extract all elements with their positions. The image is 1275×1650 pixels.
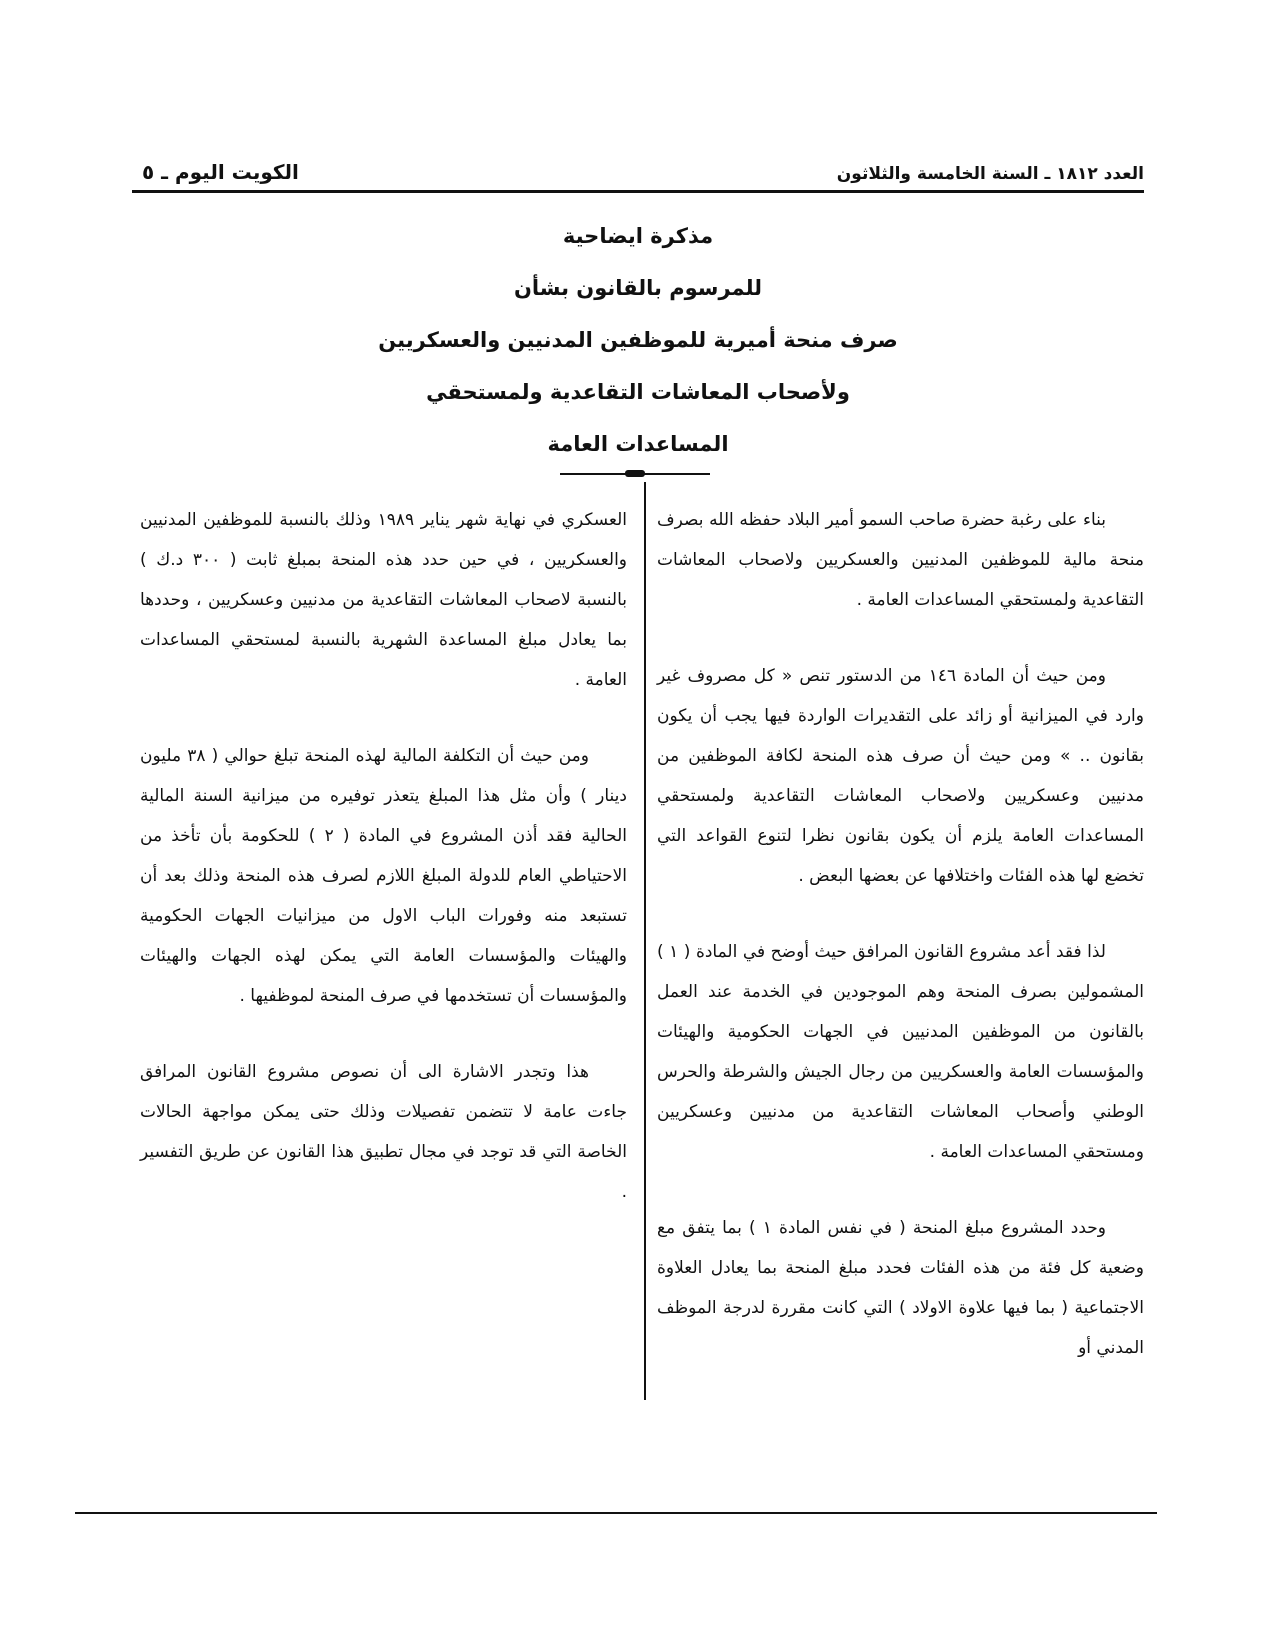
document-subtitle: للمرسوم بالقانون بشأن bbox=[513, 276, 763, 300]
document-subtitle: المساعدات العامة bbox=[547, 432, 729, 456]
paragraph: بناء على رغبة حضرة صاحب السمو أمير البلاد حفظه الله بصرف منحة مالية للموظفين المدنيين والعسكريين ولاصحاب المعاشات التقاعدية ولمستحقي المساعدات العامة . bbox=[657, 510, 1144, 610]
paragraph: ومن حيث أن المادة ١٤٦ من الدستور تنص « كل مصروف غير وارد في الميزانية أو زائد على التقديرات الواردة فيها يجب أن يكون بقانون .. » ومن حيث أن صرف هذه المنحة لكافة الموظفين من مدنيين وعسكريين ولاصحاب المعاشات التقاعدية ولمستحقي المساعدات العامة يلزم أن يكون بقانون نظرا لتنوع القواعد التي تخضع لها هذه الفئات واختلافها عن بعضها البعض . bbox=[657, 666, 1144, 886]
text-column-right bbox=[657, 500, 1144, 1404]
footer-rule bbox=[75, 1512, 1157, 1514]
paragraph: ومن حيث أن التكلفة المالية لهذه المنحة تبلغ حوالي ( ٣٨ مليون دينار ) وأن مثل هذا المبلغ يتعذر توفيره من ميزانية السنة المالية الحالية فقد أذن المشروع في المادة ( ٢ ) للحكومة بأن تأخذ من الاحتياطي العام للدولة المبلغ اللازم لصرف هذه المنحة وذلك بعد أن تستبعد منه وفورات الباب الاول من ميزانيات الجهات الحكومية والهيئات والمؤسسات العامة التي يمكن لهذه الجهات والهيئات والمؤسسات أن تستخدمها في صرف المنحة لموظفيها . bbox=[140, 746, 627, 1006]
text-column-left bbox=[140, 500, 627, 1248]
document-title-block bbox=[132, 210, 1144, 470]
document-title: مذكرة ايضاحية bbox=[562, 224, 714, 248]
page-label: الكويت اليوم ـ ٥ bbox=[142, 160, 299, 184]
document-subtitle: ولأصحاب المعاشات التقاعدية ولمستحقي bbox=[426, 380, 850, 404]
paragraph: لذا فقد أعد مشروع القانون المرافق حيث أوضح في المادة ( ١ ) المشمولين بصرف المنحة وهم الموجودين في الخدمة عند العمل بالقانون من الموظفين المدنيين في الجهات الحكومية والهيئات والمؤسسات العامة والعسكريين من رجال الجيش والشرطة والحرس الوطني وأصحاب المعاشات التقاعدية من مدنيين وعسكريين ومستحقي المساعدات العامة . bbox=[657, 942, 1144, 1162]
issue-info: العدد ١٨١٢ ـ السنة الخامسة والثلاثون bbox=[836, 164, 1144, 184]
column-divider bbox=[644, 482, 646, 1400]
title-separator bbox=[560, 473, 710, 475]
paragraph: هذا وتجدر الاشارة الى أن نصوص مشروع القانون المرافق جاءت عامة لا تتضمن تفصيلات وذلك حتى يمكن مواجهة الحالات الخاصة التي قد توجد في مجال تطبيق هذا القانون عن طريق التفسير . bbox=[140, 1062, 627, 1202]
paragraph: العسكري في نهاية شهر يناير ١٩٨٩ وذلك بالنسبة للموظفين المدنيين والعسكريين ، في حين حدد هذه المنحة بمبلغ ثابت ( ٣٠٠ د.ك ) بالنسبة لاصحاب المعاشات التقاعدية من مدنيين وعسكريين ، وحددها بما يعادل مبلغ المساعدة الشهرية بالنسبة لمستحقي المساعدات العامة . bbox=[140, 510, 627, 690]
page-header bbox=[132, 150, 1144, 193]
document-subtitle: صرف منحة أميرية للموظفين المدنيين والعسكريين bbox=[378, 328, 898, 352]
paragraph: وحدد المشروع مبلغ المنحة ( في نفس المادة ١ ) بما يتفق مع وضعية كل فئة من هذه الفئات فحدد مبلغ المنحة بما يعادل العلاوة الاجتماعية ( بما فيها علاوة الاولاد ) التي كانت مقررة لدرجة الموظف المدني أو bbox=[657, 1218, 1144, 1358]
